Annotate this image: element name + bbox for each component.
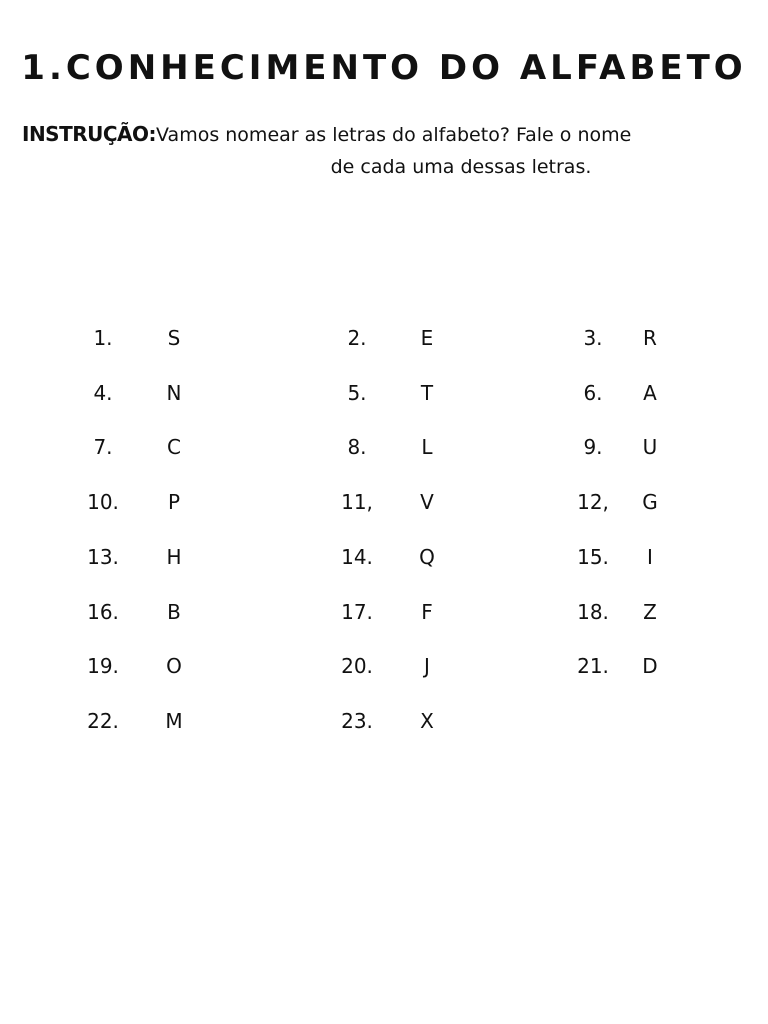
item-number: 20. (341, 654, 373, 679)
item-number: 2. (347, 326, 367, 350)
item-letter: H (166, 544, 182, 569)
item-number: 5. (347, 380, 367, 405)
item-number: 7. (93, 435, 113, 460)
item-letter: A (643, 380, 657, 405)
item-number: 19. (87, 654, 119, 679)
item-letter: D (642, 654, 658, 679)
item-number: 13. (87, 544, 119, 569)
item-number: 10. (87, 490, 119, 515)
item-number: 4. (93, 380, 113, 405)
item-number: 15. (577, 544, 609, 569)
instruction-label: INSTRUÇÃO: (22, 122, 157, 146)
item-letter: M (165, 708, 183, 733)
item-number: 6. (583, 380, 603, 405)
item-letter: B (167, 599, 181, 624)
item-number: 16. (87, 599, 119, 624)
item-letter: V (420, 490, 434, 515)
item-letter: F (421, 599, 433, 624)
item-letter: C (167, 435, 181, 460)
item-number: 23. (341, 708, 373, 733)
item-letter: S (167, 326, 181, 350)
item-letter: P (167, 490, 181, 515)
item-number: 3. (583, 326, 603, 350)
item-letter: R (643, 326, 657, 350)
item-number: 9. (583, 435, 603, 460)
item-letter: G (642, 490, 658, 515)
item-number: 14. (341, 544, 373, 569)
item-letter: Q (419, 544, 435, 569)
item-number: 1. (93, 326, 113, 350)
item-letter: N (166, 380, 182, 405)
item-number: 8. (347, 435, 367, 460)
item-letter: I (647, 544, 653, 569)
item-number: 18. (577, 599, 609, 624)
item-letter: J (424, 654, 430, 679)
item-number: 11, (341, 490, 373, 515)
item-number: 22. (87, 708, 119, 733)
instruction-text-line2: de cada uma dessas letras. (330, 156, 592, 178)
instruction-text-line1: Vamos nomear as letras do alfabeto? Fale o nome (156, 124, 632, 146)
item-letter: U (642, 435, 658, 460)
item-letter: E (420, 326, 434, 350)
item-number: 21. (577, 654, 609, 679)
item-letter: O (166, 654, 182, 679)
item-letter: L (421, 435, 433, 460)
item-number: 12, (577, 490, 609, 515)
item-letter: X (420, 708, 434, 733)
item-letter: Z (643, 599, 657, 624)
page-title: 1.CONHECIMENTO DO ALFABETO (21, 48, 747, 88)
item-number: 17. (341, 599, 373, 624)
item-letter: T (420, 380, 434, 405)
